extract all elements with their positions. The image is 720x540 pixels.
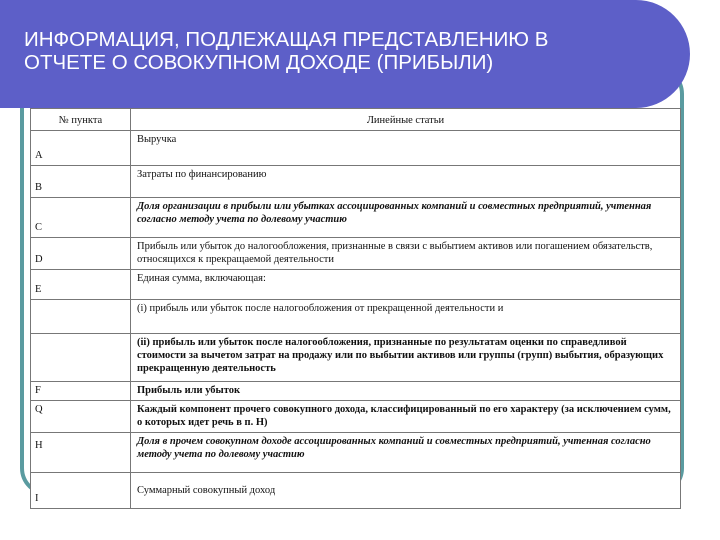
title-line-1: ИНФОРМАЦИЯ, ПОДЛЕЖАЩАЯ ПРЕДСТАВЛЕНИЮ В <box>24 28 549 51</box>
table-row <box>31 401 681 433</box>
table-row <box>31 198 681 238</box>
title-line-2: ОТЧЕТЕ О СОВОКУПНОМ ДОХОДЕ (ПРИБЫЛИ) <box>24 51 494 74</box>
title-banner <box>0 0 690 108</box>
row-text-a: Выручка <box>131 131 681 166</box>
row-text-h: Доля в прочем совокупном доходе ассоциированных компаний и совместных предприятий, учтенная согласно методу учета по долевому участию <box>131 433 681 473</box>
row-text-c: Доля организации в прибыли или убытках ассоциированных компаний и совместных предприятий, учтенная согласно методу учета по долевому участию <box>131 198 681 238</box>
table-row <box>31 166 681 198</box>
header-line-items: Линейные статьи <box>131 109 681 131</box>
row-text-g: Каждый компонент прочего совокупного дохода, классифицированный по его характеру (за исключением сумм, о которых идет речь в п. H) <box>131 401 681 433</box>
line-items-table <box>30 108 681 509</box>
table-header-row <box>31 109 681 131</box>
header-item-number: № пункта <box>31 109 131 131</box>
table-row <box>31 270 681 300</box>
row-text-e1: (i) прибыль или убыток после налогообложения от прекращенной деятельности и <box>131 300 681 334</box>
row-text-e: Единая сумма, включающая: <box>131 270 681 300</box>
row-text-f: Прибыль или убыток <box>131 382 681 401</box>
table-row <box>31 238 681 270</box>
row-number-e: E <box>31 270 131 300</box>
table-row <box>31 300 681 334</box>
table-row <box>31 473 681 509</box>
row-text-e2: (ii) прибыль или убыток после налогообложения, признанные по результатам оценки по справедливой стоимости за вычетом затрат на продажу или по выбытии активов или группы (групп) выбытия, образующих прекращенную деятельность <box>131 334 681 382</box>
row-number-empty <box>31 334 131 382</box>
row-number-f: F <box>31 382 131 401</box>
row-number-h: H <box>31 433 131 473</box>
row-number-i: I <box>31 473 131 509</box>
row-number-g: Q <box>31 401 131 433</box>
row-number-a: A <box>31 131 131 166</box>
row-number-d: D <box>31 238 131 270</box>
table-row <box>31 334 681 382</box>
row-text-d: Прибыль или убыток до налогообложения, признанные в связи с выбытием активов или погашением обязательств, относящихся к прекращаемой деятельности <box>131 238 681 270</box>
row-number-b: B <box>31 166 131 198</box>
page-title <box>24 28 664 74</box>
table-row <box>31 433 681 473</box>
row-text-b: Затраты по финансированию <box>131 166 681 198</box>
row-text-i: Суммарный совокупный доход <box>131 473 681 509</box>
row-number-c: C <box>31 198 131 238</box>
row-number-empty <box>31 300 131 334</box>
table-row <box>31 131 681 166</box>
table-row <box>31 382 681 401</box>
